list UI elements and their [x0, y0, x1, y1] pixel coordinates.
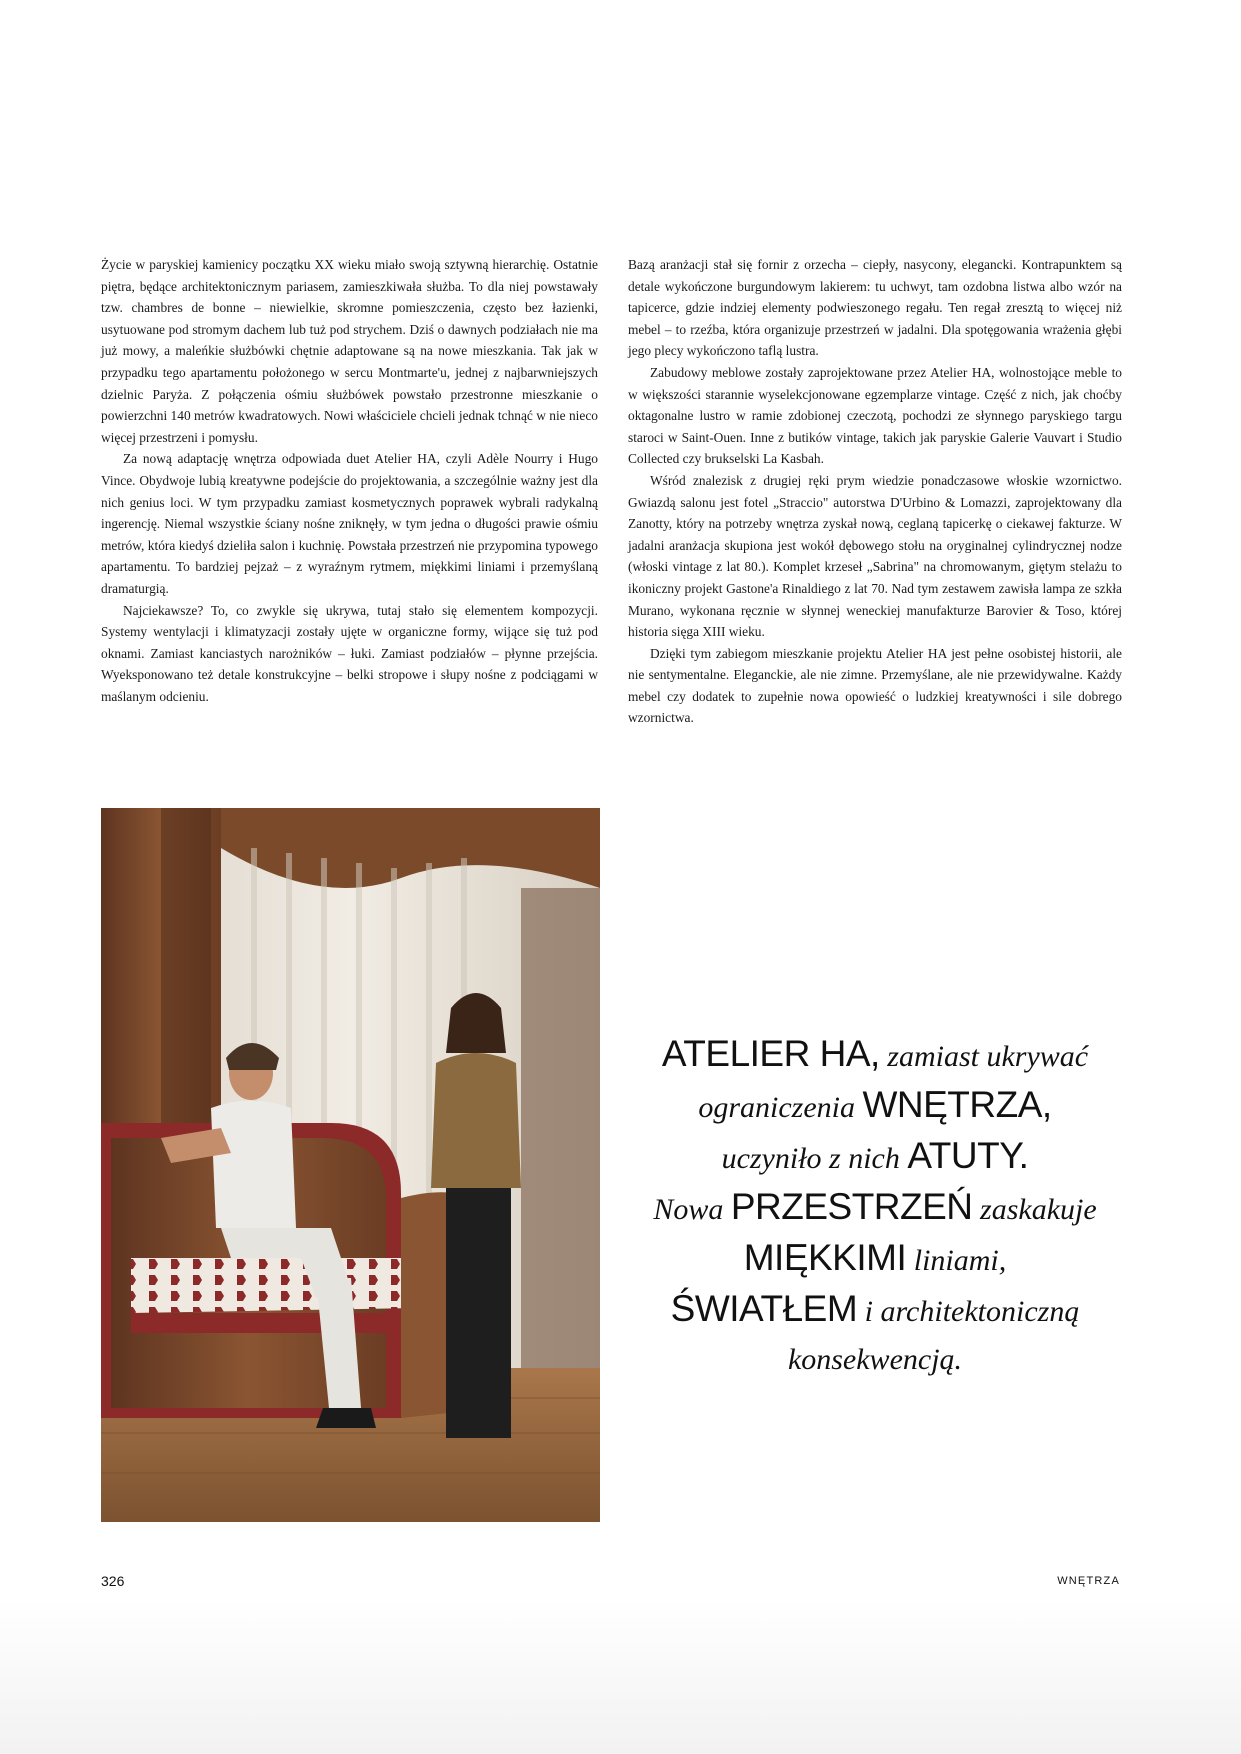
page-number: 326: [101, 1573, 125, 1589]
paragraph: Za nową adaptację wnętrza odpowiada duet Atelier HA, czyli Adèle Nourry i Hugo Vince. Obydwoje lubią kreatywne podejście do projektowania, a szczególnie ważny jest dla nich genius loci. W tym przypadku zamiast kosmetycznych poprawek wybrali radykalną ingerencję. Niemal wszystkie ściany nośne zniknęły, w tym jedna o długości prawie ośmiu metrów, która kiedyś dzieliła salon i kuchnię. Powstała przestrzeń nie przypomina typowego apartamentu. To bardziej pejzaż – z wyraźnym rytmem, miękkimi liniami i przemyślaną dramaturgią.: [101, 451, 598, 596]
article-left-column: [101, 254, 598, 707]
designers-portrait-photo: [101, 808, 600, 1522]
paragraph: Bazą aranżacji stał się fornir z orzecha – ciepły, nasycony, elegancki. Kontrapunktem są detale wykończone burgundowym lakierem: tu uchwyt, tam ozdobna listwa albo wzór na tapicerce, gdzie indziej elementy podwieszonego regału. Ten regał zresztą to więcej niż mebel – to rzeźba, która organizuje przestrzeń w jadalni. Dla spotęgowania wrażenia głębi jego plecy wykończono taflą lustra.: [628, 257, 1122, 359]
paragraph: Zabudowy meblowe zostały zaprojektowane przez Atelier HA, wolnostojące meble to w większości starannie wyselekcjonowane egzemplarze vintage. Część z nich, jak choćby oktagonalne lustro w ramie zdobionej czeczotą, pochodzi ze słynnego paryskiego targu staroci w Saint-Ouen. Inne z butików vintage, takich jak paryskie Galerie Vauvart i Studio Collected czy brukselski La Kasbah.: [628, 364, 1122, 467]
paragraph: Dzięki tym zabiegom mieszkanie projektu Atelier HA jest pełne osobistej historii, ale nie sentymentalne. Eleganckie, ale nie zimne. Przemyślane, ale nie przewidywalne. Każdy mebel czy dodatek to zupełnie nowa opowieść o ludzkiej kreatywności i sile dobrego wzornictwa.: [628, 645, 1122, 726]
pull-quote-line: ŚWIATŁEM i architektoniczną: [670, 1288, 1080, 1329]
section-label: WNĘTRZA: [1057, 1575, 1120, 1587]
paragraph: Życie w paryskiej kamienicy początku XX wieku miało swoją sztywną hierarchię. Ostatnie piętra, będące architektonicznym pariasem, zamieszkiwała służba. To dla niej powstawały tzw. chambres de bonne – niewielkie, skromne pomieszczenia, często bez łazienki, usytuowane pod stromym dachem lub tuż pod strychem. Dziś o dawnych podziałach nie ma już mowy, a maleńkie służbówki chętnie adaptowane są na nowe mieszkania. Tak jak w przypadku tego apartamentu położonego w sercu Montmarte'u, jednej z najbarwniejszych dzielnic Paryża. Z połączenia ośmiu służbówek powstało przestronne mieszkanie o powierzchni 140 metrów kwadratowych. Nowi właściciele chcieli jednak tchnąć w nie nieco więcej przestrzeni i pomysłu.: [101, 257, 598, 445]
pull-quote-line: MIĘKKIMI liniami,: [743, 1237, 1007, 1278]
paragraph: Wśród znalezisk z drugiej ręki prym wiedzie ponadczasowe włoskie wzornictwo. Gwiazdą salonu jest fotel „Straccio" autorstwa D'Urbino & Lomazzi, zaprojektowany dla Zanotty, który na potrzeby wnętrza zyskał nową, ceglaną tapicerkę o ciekawej fakturze. W jadalni aranżacja skupiona jest wokół dębowego stołu na oryginalnej cylindrycznej nodze (włoski vintage z lat 80.). Komplet krzeseł „Sabrina" na chromowanym, giętym stelażu to ikoniczny projekt Gastone'a Rinaldiego z lat 70. Nad tym zestawem zawisła lampa ze szkła Murano, wykonana ręcznie w słynnej weneckiej manufakturze Barovier & Toso, której historia sięga XIII wieku.: [628, 472, 1122, 640]
pull-quote-line: ograniczenia WNĘTRZA,: [698, 1084, 1052, 1125]
article-right-column: [628, 254, 1122, 729]
pull-quote-line: konsekwencją.: [787, 1343, 963, 1376]
pull-quote-line: Nowa PRZESTRZEŃ zaskakuje: [653, 1186, 1097, 1227]
pull-quote: [615, 1032, 1135, 1386]
pull-quote-line: uczyniło z nich ATUTY.: [721, 1135, 1029, 1176]
page-bottom-shade: [0, 1600, 1241, 1754]
paragraph: Najciekawsze? To, co zwykle się ukrywa, tutaj stało się elementem kompozycji. Systemy wentylacji i klimatyzacji zostały ujęte w organiczne formy, wijące się tuż pod oknami. Zamiast kanciastych narożników – łuki. Zamiast podziałów – płynne przejścia. Wyeksponowano też detale konstrukcyjne – belki stropowe i słupy nośne z podciągami w maślanym odcieniu.: [101, 602, 598, 704]
pull-quote-line: ATELIER HA, zamiast ukrywać: [661, 1033, 1089, 1074]
